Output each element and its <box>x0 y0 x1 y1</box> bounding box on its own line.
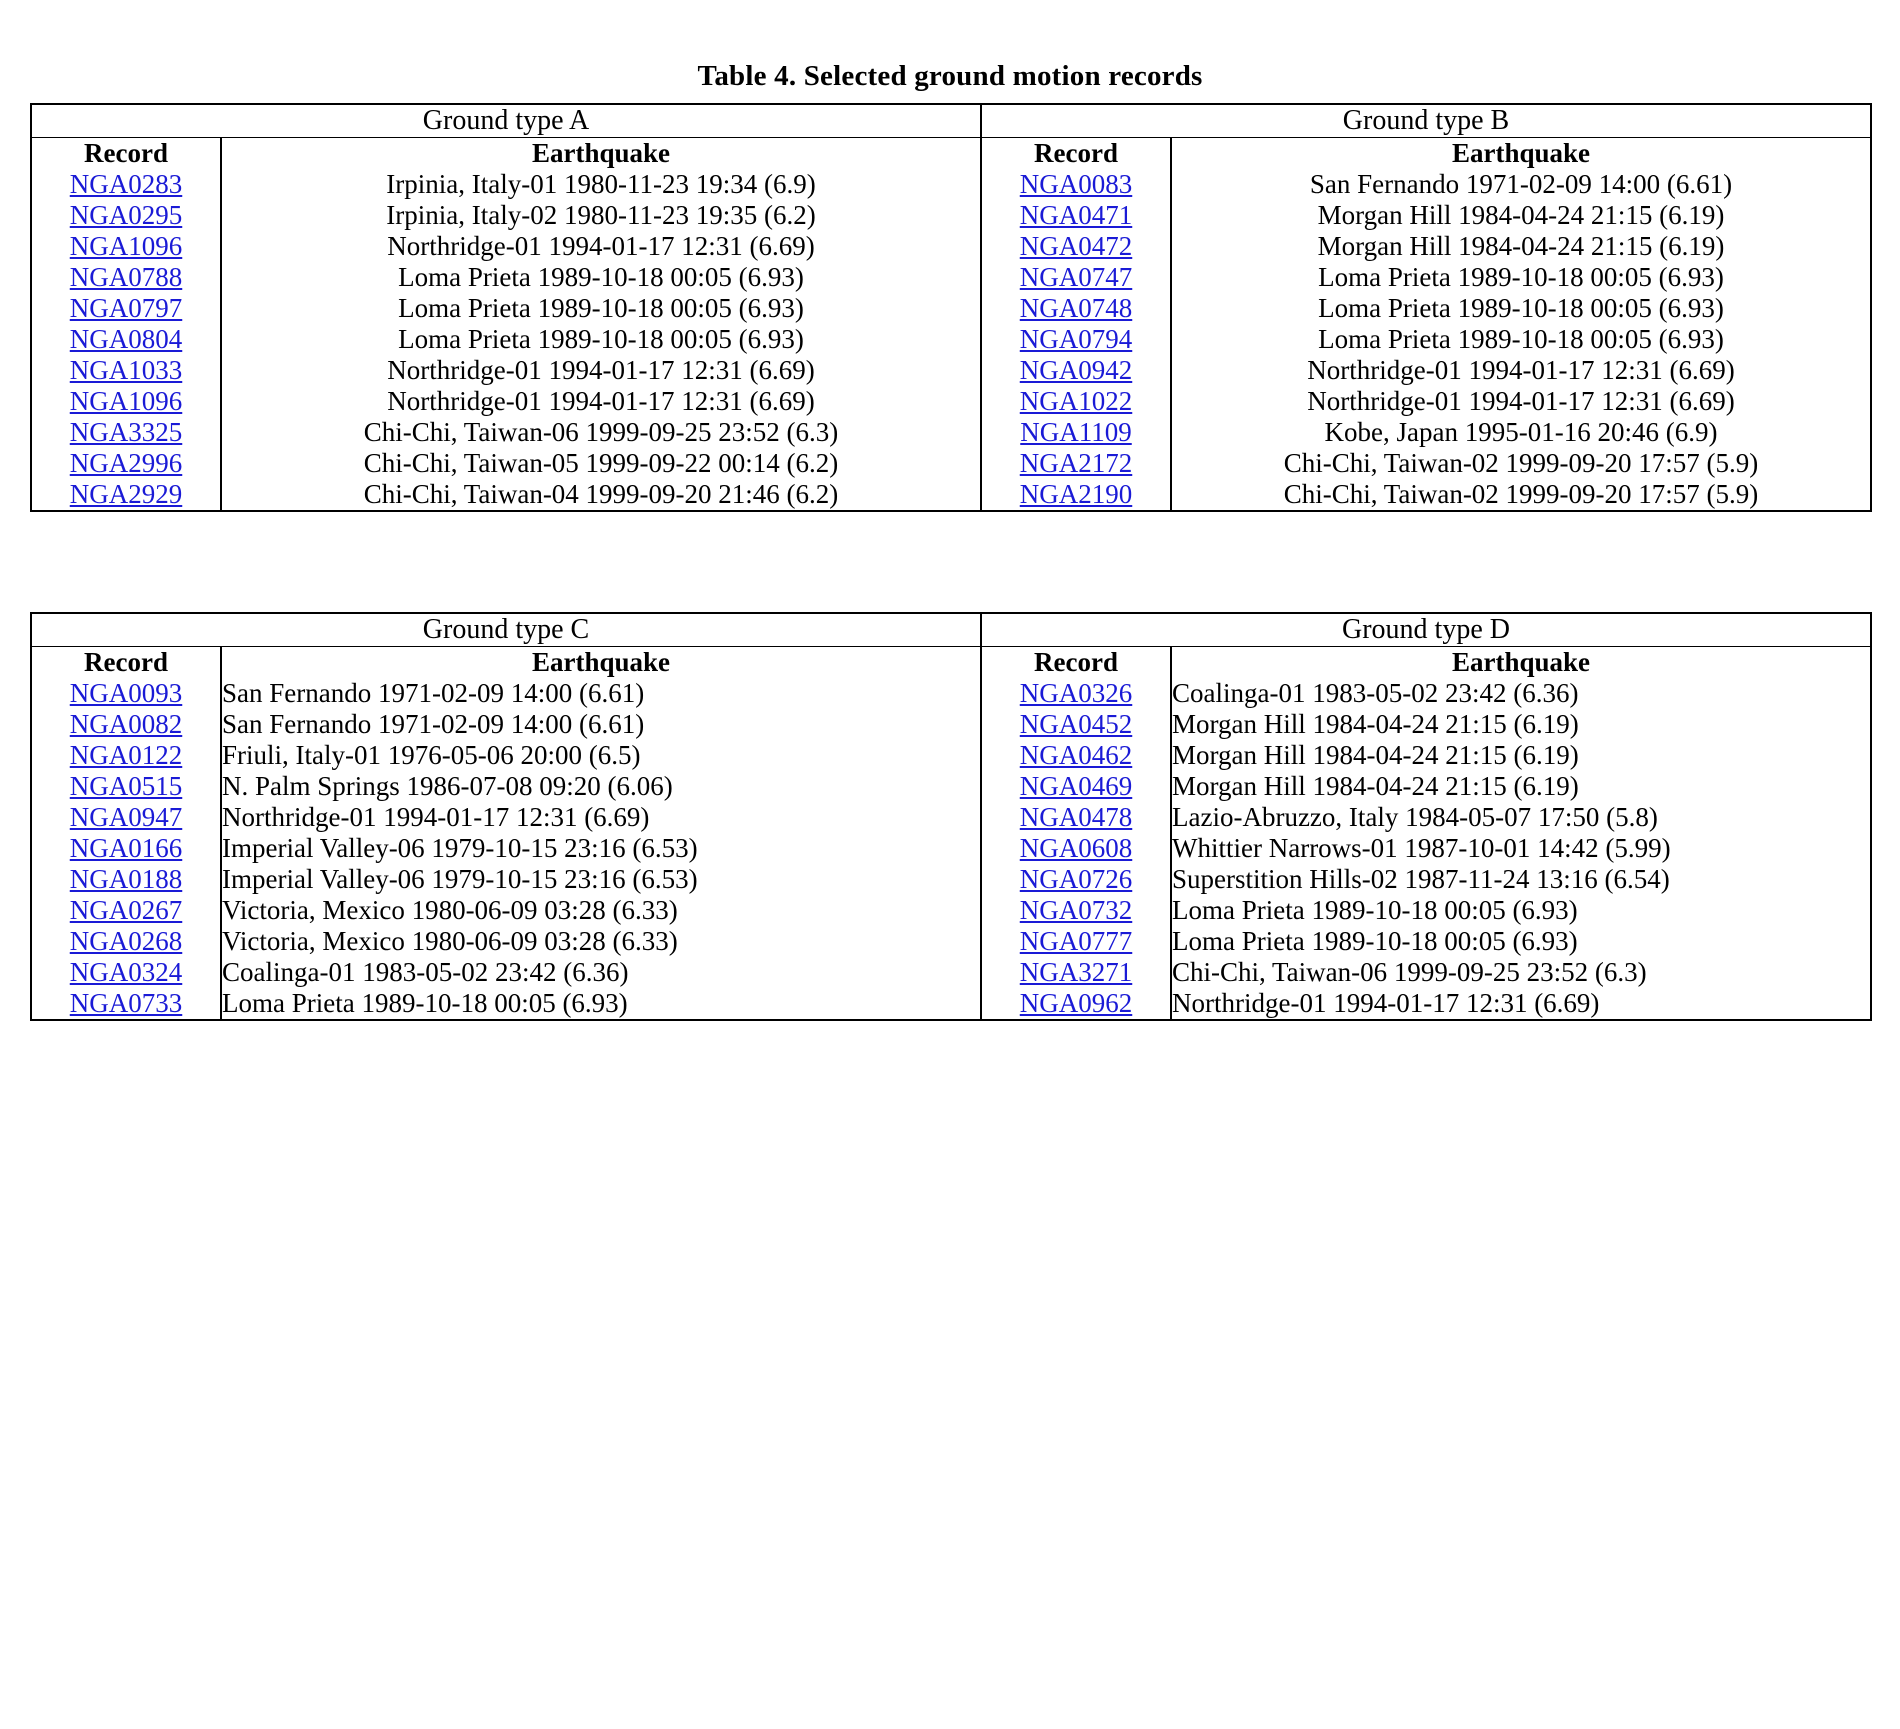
earthquake-cell: Victoria, Mexico 1980-06-09 03:28 (6.33) <box>222 926 678 956</box>
earthquake-cell: Northridge-01 1994-01-17 12:31 (6.69) <box>1171 988 1871 1020</box>
earthquake-cell: Morgan Hill 1984-04-24 21:15 (6.19) <box>1171 740 1871 771</box>
table-row <box>31 386 1871 417</box>
table-row <box>31 169 1871 200</box>
table-row <box>31 802 1871 833</box>
earthquake-cell: Loma Prieta 1989-10-18 00:05 (6.93) <box>1171 293 1871 324</box>
record-link[interactable]: NGA0268 <box>69 926 183 956</box>
record-cell <box>981 802 1171 833</box>
earthquake-cell: Coalinga-01 1983-05-02 23:42 (6.36) <box>222 957 629 987</box>
table-row <box>31 771 1871 802</box>
group-header-a: Ground type A <box>31 104 981 138</box>
record-cell <box>31 200 221 231</box>
record-cell <box>981 864 1171 895</box>
record-cell <box>31 802 221 833</box>
record-cell <box>981 926 1171 957</box>
earthquake-cell: Morgan Hill 1984-04-24 21:15 (6.19) <box>1171 200 1871 231</box>
record-cell <box>981 324 1171 355</box>
table-row <box>31 926 1871 957</box>
record-link[interactable]: NGA0471 <box>1019 200 1133 230</box>
earthquake-cell: Loma Prieta 1989-10-18 00:05 (6.93) <box>1171 262 1871 293</box>
record-link[interactable]: NGA3271 <box>1019 957 1133 987</box>
earthquake-cell: Chi-Chi, Taiwan-05 1999-09-22 00:14 (6.2) <box>363 448 839 478</box>
record-link[interactable]: NGA0462 <box>1019 740 1133 770</box>
column-header-row <box>31 138 1871 170</box>
record-cell <box>31 479 221 511</box>
record-cell <box>31 355 221 386</box>
earthquake-cell: N. Palm Springs 1986-07-08 09:20 (6.06) <box>222 771 673 801</box>
record-link[interactable]: NGA0267 <box>69 895 183 925</box>
table-row <box>31 355 1871 386</box>
record-cell <box>31 771 221 802</box>
earthquake-cell: Northridge-01 1994-01-17 12:31 (6.69) <box>222 802 650 832</box>
table-row <box>31 988 1871 1020</box>
record-link[interactable]: NGA1109 <box>1020 417 1132 447</box>
earthquake-cell: Irpinia, Italy-02 1980-11-23 19:35 (6.2) <box>386 200 816 230</box>
record-link[interactable]: NGA0469 <box>1019 771 1133 801</box>
earthquake-cell: Northridge-01 1994-01-17 12:31 (6.69) <box>387 386 815 416</box>
record-cell <box>31 448 221 479</box>
record-link[interactable]: NGA1033 <box>69 355 183 385</box>
record-cell <box>981 386 1171 417</box>
group-header-d: Ground type D <box>981 613 1871 647</box>
record-cell <box>31 926 221 957</box>
ground-motion-table-cd <box>30 612 1872 1021</box>
table-row <box>31 262 1871 293</box>
earthquake-cell: San Fernando 1971-02-09 14:00 (6.61) <box>222 709 645 739</box>
record-link[interactable]: NGA0083 <box>1019 169 1133 199</box>
record-cell <box>981 448 1171 479</box>
column-header-record-a: Record <box>31 138 221 170</box>
record-cell <box>981 479 1171 511</box>
table-row <box>31 448 1871 479</box>
earthquake-cell: Chi-Chi, Taiwan-02 1999-09-20 17:57 (5.9) <box>1171 448 1871 479</box>
table-title: Table 4. Selected ground motion records <box>697 60 1203 92</box>
record-link[interactable]: NGA0947 <box>69 802 183 832</box>
earthquake-cell: Loma Prieta 1989-10-18 00:05 (6.93) <box>1171 324 1871 355</box>
group-header-c: Ground type C <box>31 613 981 647</box>
column-header-earthquake-c: Earthquake <box>531 647 671 677</box>
earthquake-cell: Superstition Hills-02 1987-11-24 13:16 (6.54) <box>1171 864 1871 895</box>
record-link[interactable]: NGA0748 <box>1019 293 1133 323</box>
earthquake-cell: Northridge-01 1994-01-17 12:31 (6.69) <box>1171 355 1871 386</box>
earthquake-cell: Friuli, Italy-01 1976-05-06 20:00 (6.5) <box>222 740 641 770</box>
table-row <box>31 678 1871 709</box>
earthquake-cell: Imperial Valley-06 1979-10-15 23:16 (6.53) <box>222 864 698 894</box>
record-cell <box>981 771 1171 802</box>
record-cell <box>31 678 221 709</box>
record-link[interactable]: NGA0295 <box>69 200 183 230</box>
record-cell <box>31 957 221 988</box>
earthquake-cell: Whittier Narrows-01 1987-10-01 14:42 (5.99) <box>1171 833 1871 864</box>
table-cd-body <box>31 613 1871 1020</box>
earthquake-cell: Chi-Chi, Taiwan-06 1999-09-25 23:52 (6.3) <box>363 417 839 447</box>
record-cell <box>31 833 221 864</box>
column-header-earthquake-d: Earthquake <box>1171 647 1871 679</box>
column-header-record-b: Record <box>981 138 1171 170</box>
table-row <box>31 200 1871 231</box>
earthquake-cell: Irpinia, Italy-01 1980-11-23 19:34 (6.9) <box>386 169 816 199</box>
earthquake-cell: Loma Prieta 1989-10-18 00:05 (6.93) <box>398 324 804 354</box>
record-link[interactable]: NGA2929 <box>69 479 183 509</box>
record-cell <box>31 293 221 324</box>
earthquake-cell: Chi-Chi, Taiwan-02 1999-09-20 17:57 (5.9) <box>1171 479 1871 511</box>
record-link[interactable]: NGA0726 <box>1019 864 1133 894</box>
record-cell <box>31 231 221 262</box>
table-ab-body <box>31 104 1871 511</box>
record-cell <box>981 895 1171 926</box>
record-link[interactable]: NGA0733 <box>69 988 183 1018</box>
table-row <box>31 709 1871 740</box>
column-header-earthquake-a: Earthquake <box>531 138 671 168</box>
record-link[interactable]: NGA3325 <box>69 417 183 447</box>
record-link[interactable]: NGA0472 <box>1019 231 1133 261</box>
record-link[interactable]: NGA0283 <box>69 169 183 199</box>
record-link[interactable]: NGA0515 <box>69 771 183 801</box>
earthquake-cell: Chi-Chi, Taiwan-06 1999-09-25 23:52 (6.3) <box>1171 957 1871 988</box>
ground-motion-table-ab <box>30 103 1872 512</box>
group-header-row <box>31 104 1871 138</box>
record-cell <box>31 169 221 200</box>
earthquake-cell: Victoria, Mexico 1980-06-09 03:28 (6.33) <box>222 895 678 925</box>
record-cell <box>981 678 1171 709</box>
column-header-record-d: Record <box>981 647 1171 679</box>
record-link[interactable]: NGA0478 <box>1019 802 1133 832</box>
record-link[interactable]: NGA0794 <box>1019 324 1133 354</box>
record-cell <box>981 988 1171 1020</box>
earthquake-cell: San Fernando 1971-02-09 14:00 (6.61) <box>1171 169 1871 200</box>
record-cell <box>31 740 221 771</box>
table-row <box>31 417 1871 448</box>
earthquake-cell: Loma Prieta 1989-10-18 00:05 (6.93) <box>398 262 804 292</box>
record-link[interactable]: NGA0324 <box>69 957 183 987</box>
earthquake-cell: San Fernando 1971-02-09 14:00 (6.61) <box>222 678 645 708</box>
record-link[interactable]: NGA0326 <box>1019 678 1133 708</box>
earthquake-cell: Northridge-01 1994-01-17 12:31 (6.69) <box>387 355 815 385</box>
earthquake-cell: Loma Prieta 1989-10-18 00:05 (6.93) <box>221 988 981 1020</box>
record-cell <box>981 833 1171 864</box>
earthquake-cell: Coalinga-01 1983-05-02 23:42 (6.36) <box>1171 678 1871 709</box>
column-header-record-c: Record <box>31 647 221 679</box>
record-cell <box>981 355 1171 386</box>
earthquake-cell: Imperial Valley-06 1979-10-15 23:16 (6.53) <box>222 833 698 863</box>
earthquake-cell: Morgan Hill 1984-04-24 21:15 (6.19) <box>1171 771 1871 802</box>
record-cell <box>981 231 1171 262</box>
record-cell <box>981 262 1171 293</box>
record-cell <box>31 262 221 293</box>
record-cell <box>31 709 221 740</box>
table-row <box>31 231 1871 262</box>
earthquake-cell: Chi-Chi, Taiwan-04 1999-09-20 21:46 (6.2) <box>221 479 981 511</box>
record-link[interactable]: NGA0942 <box>1019 355 1133 385</box>
record-cell <box>31 895 221 926</box>
table-row <box>31 324 1871 355</box>
record-link[interactable]: NGA0732 <box>1019 895 1133 925</box>
record-link[interactable]: NGA1096 <box>69 231 183 261</box>
record-link[interactable]: NGA2996 <box>69 448 183 478</box>
table-row <box>31 957 1871 988</box>
table-row <box>31 740 1871 771</box>
earthquake-cell: Lazio-Abruzzo, Italy 1984-05-07 17:50 (5.8) <box>1171 802 1871 833</box>
earthquake-cell: Northridge-01 1994-01-17 12:31 (6.69) <box>1171 386 1871 417</box>
table-row <box>31 864 1871 895</box>
record-link[interactable]: NGA1096 <box>69 386 183 416</box>
earthquake-cell: Loma Prieta 1989-10-18 00:05 (6.93) <box>1171 926 1871 957</box>
record-link[interactable]: NGA2190 <box>1019 479 1133 509</box>
earthquake-cell: Loma Prieta 1989-10-18 00:05 (6.93) <box>1171 895 1871 926</box>
group-header-b: Ground type B <box>981 104 1871 138</box>
earthquake-cell: Morgan Hill 1984-04-24 21:15 (6.19) <box>1171 709 1871 740</box>
record-link[interactable]: NGA0188 <box>69 864 183 894</box>
table-row <box>31 479 1871 511</box>
record-cell <box>31 417 221 448</box>
table-row <box>31 293 1871 324</box>
record-link[interactable]: NGA0082 <box>69 709 183 739</box>
record-link[interactable]: NGA0122 <box>69 740 183 770</box>
record-link[interactable]: NGA0804 <box>69 324 183 354</box>
record-cell <box>981 200 1171 231</box>
record-link[interactable]: NGA2172 <box>1019 448 1133 478</box>
table-row <box>31 833 1871 864</box>
record-cell <box>31 324 221 355</box>
group-header-row <box>31 613 1871 647</box>
record-link[interactable]: NGA0093 <box>69 678 183 708</box>
record-cell <box>31 988 221 1020</box>
earthquake-cell: Morgan Hill 1984-04-24 21:15 (6.19) <box>1171 231 1871 262</box>
record-cell <box>981 169 1171 200</box>
record-link[interactable]: NGA0747 <box>1019 262 1133 292</box>
record-link[interactable]: NGA1022 <box>1019 386 1133 416</box>
table-gap <box>30 512 1870 612</box>
column-header-row <box>31 647 1871 679</box>
record-cell <box>31 864 221 895</box>
record-cell <box>31 386 221 417</box>
record-link[interactable]: NGA0962 <box>1019 988 1133 1018</box>
record-link[interactable]: NGA0608 <box>1019 833 1133 863</box>
record-link[interactable]: NGA0788 <box>69 262 183 292</box>
earthquake-cell: Loma Prieta 1989-10-18 00:05 (6.93) <box>398 293 804 323</box>
record-cell <box>981 740 1171 771</box>
column-header-earthquake-b: Earthquake <box>1171 138 1871 170</box>
record-cell <box>981 709 1171 740</box>
table-row <box>31 895 1871 926</box>
record-link[interactable]: NGA0777 <box>1019 926 1133 956</box>
record-link[interactable]: NGA0166 <box>69 833 183 863</box>
record-cell <box>981 417 1171 448</box>
record-link[interactable]: NGA0797 <box>69 293 183 323</box>
record-link[interactable]: NGA0452 <box>1019 709 1133 739</box>
earthquake-cell: Kobe, Japan 1995-01-16 20:46 (6.9) <box>1171 417 1871 448</box>
earthquake-cell: Northridge-01 1994-01-17 12:31 (6.69) <box>387 231 815 261</box>
record-cell <box>981 293 1171 324</box>
record-cell <box>981 957 1171 988</box>
